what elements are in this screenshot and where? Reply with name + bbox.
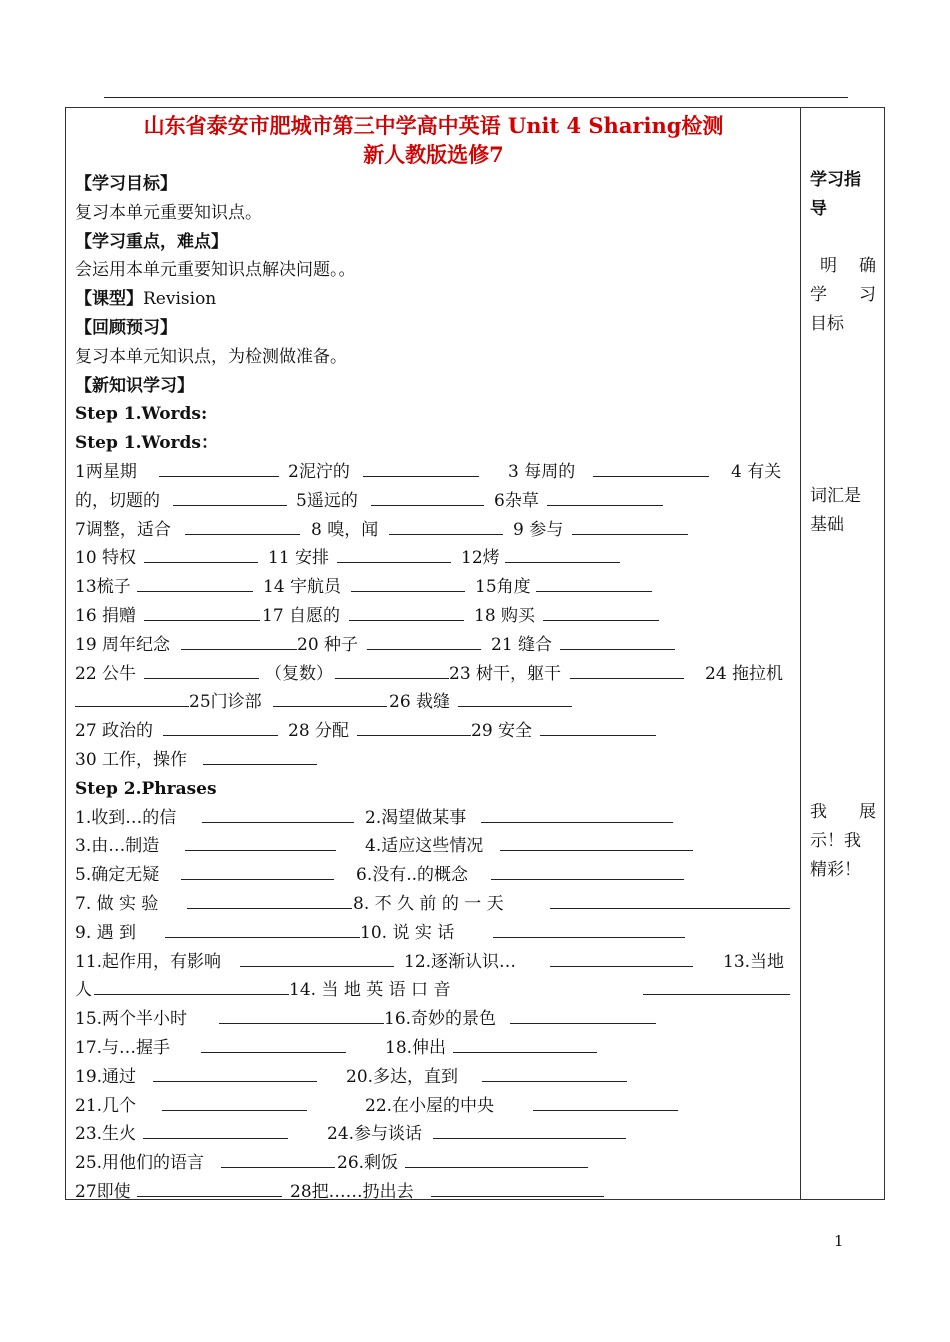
word-item: 30 工作，操作 xyxy=(75,749,188,770)
word-item: 8 嗅，闻 xyxy=(311,519,379,540)
side-guide-heading xyxy=(810,166,876,224)
word-note: （复数） xyxy=(265,663,333,684)
word-row xyxy=(75,688,792,717)
phrase-item: 12.逐渐认识… xyxy=(404,951,517,972)
lesson-type-value: Revision xyxy=(143,289,217,310)
side-show-note xyxy=(810,798,876,885)
word-item: 6杂草 xyxy=(494,490,539,511)
word-item: 12烤 xyxy=(461,548,500,569)
word-item: 15角度 xyxy=(475,577,531,598)
phrase-item: 27即使 xyxy=(75,1181,131,1202)
answer-blank[interactable] xyxy=(94,976,289,995)
answer-blank[interactable] xyxy=(165,919,360,938)
answer-blank[interactable] xyxy=(491,861,684,880)
answer-blank[interactable] xyxy=(162,1092,307,1111)
answer-blank[interactable] xyxy=(453,1034,597,1053)
side-goal-char: 确 xyxy=(859,256,876,276)
word-item: 1两星期 xyxy=(75,461,137,482)
phrase-row xyxy=(75,804,792,833)
phrase-item: 22.在小屋的中央 xyxy=(365,1095,495,1116)
word-item: 11 安排 xyxy=(268,548,330,569)
lesson-type-label: 【课型】 xyxy=(75,289,143,310)
lesson-type-line xyxy=(75,285,792,314)
review-text: 复习本单元知识点，为检测做准备。 xyxy=(75,346,347,367)
word-item: 16 捐赠 xyxy=(75,605,137,626)
answer-blank[interactable] xyxy=(505,544,620,563)
answer-blank[interactable] xyxy=(144,602,260,621)
answer-blank[interactable] xyxy=(173,487,287,506)
answer-blank[interactable] xyxy=(389,516,503,535)
answer-blank[interactable] xyxy=(550,890,790,909)
side-goal-note xyxy=(810,252,876,339)
word-item: 7调整，适合 xyxy=(75,519,171,540)
answer-blank[interactable] xyxy=(181,631,297,650)
answer-blank[interactable] xyxy=(572,516,688,535)
side-show-char: 展 xyxy=(859,802,876,822)
word-item: 5遥远的 xyxy=(296,490,358,511)
phrase-item: 3.由…制造 xyxy=(75,836,160,857)
answer-blank[interactable] xyxy=(201,1034,346,1053)
phrase-item: 13.当地 xyxy=(723,951,785,972)
word-item: 24 拖拉机 xyxy=(705,663,784,684)
answer-blank[interactable] xyxy=(181,861,334,880)
phrase-item: 19.通过 xyxy=(75,1066,137,1087)
answer-blank[interactable] xyxy=(547,487,663,506)
objectives-text: 复习本单元重要知识点。 xyxy=(75,202,262,223)
word-item: 19 周年纪念 xyxy=(75,634,171,655)
title-line-2: 新人教版选修7 xyxy=(363,142,504,167)
phrase-row xyxy=(75,919,792,948)
phrase-row xyxy=(75,1034,792,1063)
answer-blank[interactable] xyxy=(240,948,394,967)
phrase-item: 6.没有..的概念 xyxy=(356,865,469,886)
word-row xyxy=(75,631,792,660)
answer-blank[interactable] xyxy=(143,1120,288,1139)
word-item: 26 裁缝 xyxy=(389,692,451,713)
word-item: 27 政治的 xyxy=(75,721,154,742)
header-rule xyxy=(104,97,848,98)
word-item: 18 购买 xyxy=(474,605,536,626)
answer-blank[interactable] xyxy=(144,660,259,679)
phrase-item: 18.伸出 xyxy=(385,1037,447,1058)
word-item: 13梳子 xyxy=(75,577,131,598)
phrase-row xyxy=(75,890,792,919)
answer-blank[interactable] xyxy=(163,717,278,736)
phrase-item: 10. 说 实 话 xyxy=(360,922,455,943)
answer-blank[interactable] xyxy=(405,1149,588,1168)
word-row xyxy=(75,573,792,602)
answer-blank[interactable] xyxy=(500,832,693,851)
phrase-item: 20.多达，直到 xyxy=(346,1066,459,1087)
answer-blank[interactable] xyxy=(433,1120,626,1139)
phrase-row xyxy=(75,1120,792,1149)
answer-blank[interactable] xyxy=(185,832,336,851)
new-knowledge-heading: 【新知识学习】 xyxy=(75,375,194,396)
answer-blank[interactable] xyxy=(536,573,652,592)
word-row xyxy=(75,544,792,573)
phrase-item: 16.奇妙的景色 xyxy=(384,1009,497,1030)
word-item: 3 每周的 xyxy=(508,461,576,482)
phrase-item: 4.适应这些情况 xyxy=(365,836,484,857)
step1-heading-repeat: Step 1.Words： xyxy=(75,433,218,454)
answer-blank[interactable] xyxy=(202,804,354,823)
word-item: 17 自愿的 xyxy=(262,605,341,626)
side-goal-line: 目标 xyxy=(810,314,844,334)
word-row xyxy=(75,660,792,689)
word-item: 10 特权 xyxy=(75,548,137,569)
phrase-item: 23.生火 xyxy=(75,1124,137,1145)
word-item: 23 树干，躯干 xyxy=(449,663,562,684)
answer-blank[interactable] xyxy=(371,487,484,506)
answer-blank[interactable] xyxy=(75,688,189,707)
phrase-row xyxy=(75,832,792,861)
phrase-item: 26.剩饭 xyxy=(337,1153,399,1174)
answer-blank[interactable] xyxy=(540,717,656,736)
word-item: 9 参与 xyxy=(513,519,564,540)
answer-blank[interactable] xyxy=(570,660,684,679)
title-line-1: 山东省泰安市肥城市第三中学高中英语 Unit 4 Sharing检测 xyxy=(143,113,724,138)
word-item: 25门诊部 xyxy=(189,692,262,713)
phrase-row xyxy=(75,861,792,890)
phrase-item: 2.渴望做某事 xyxy=(365,807,467,828)
phrase-row xyxy=(75,1178,792,1207)
word-item: 21 缝合 xyxy=(491,634,553,655)
answer-blank[interactable] xyxy=(560,631,675,650)
phrase-item: 人 xyxy=(75,980,92,1001)
answer-blank[interactable] xyxy=(550,948,693,967)
phrase-item: 24.参与谈话 xyxy=(327,1124,423,1145)
side-show-char: 我 xyxy=(810,802,827,822)
side-vocab-line: 词汇是 xyxy=(810,486,861,506)
answer-blank[interactable] xyxy=(431,1178,604,1197)
word-item: 28 分配 xyxy=(288,721,350,742)
word-item: 4 有关 xyxy=(731,461,782,482)
side-vocab-line: 基础 xyxy=(810,515,844,535)
side-show-line: 示！我 xyxy=(810,831,861,851)
word-item: 的，切题的 xyxy=(75,490,160,511)
answer-blank[interactable] xyxy=(335,660,449,679)
phrase-row xyxy=(75,948,792,977)
answer-blank[interactable] xyxy=(137,573,253,592)
side-show-line: 精彩！ xyxy=(810,860,861,880)
answer-blank[interactable] xyxy=(221,1149,335,1168)
word-item: 20 种子 xyxy=(297,634,359,655)
word-item: 2泥泞的 xyxy=(288,461,350,482)
answer-blank[interactable] xyxy=(187,890,352,909)
phrase-item: 28把……扔出去 xyxy=(290,1181,414,1202)
phrase-item: 15.两个半小时 xyxy=(75,1009,188,1030)
phrase-item: 7. 做 实 验 xyxy=(75,893,159,914)
review-heading: 【回顾预习】 xyxy=(75,317,177,338)
phrase-item: 25.用他们的语言 xyxy=(75,1153,205,1174)
word-item: 22 公牛 xyxy=(75,663,137,684)
answer-blank[interactable] xyxy=(159,458,279,477)
answer-blank[interactable] xyxy=(593,458,709,477)
side-goal-char: 学 xyxy=(810,285,827,305)
word-row xyxy=(75,487,792,516)
phrase-item: 14. 当 地 英 语 口 音 xyxy=(289,980,451,1001)
phrase-row xyxy=(75,1005,792,1034)
answer-blank[interactable] xyxy=(543,602,659,621)
answer-blank[interactable] xyxy=(493,919,685,938)
answer-blank[interactable] xyxy=(363,458,479,477)
answer-blank[interactable] xyxy=(153,1063,317,1082)
answer-blank[interactable] xyxy=(337,544,451,563)
phrase-item: 5.确定无疑 xyxy=(75,865,160,886)
side-guide-line: 导 xyxy=(810,199,827,219)
answer-blank[interactable] xyxy=(203,746,317,765)
answer-blank[interactable] xyxy=(510,1005,656,1024)
answer-blank[interactable] xyxy=(219,1005,384,1024)
answer-blank[interactable] xyxy=(351,573,465,592)
phrase-item: 17.与…握手 xyxy=(75,1037,171,1058)
answer-blank[interactable] xyxy=(533,1092,678,1111)
answer-blank[interactable] xyxy=(367,631,481,650)
side-goal-char: 习 xyxy=(859,285,876,305)
column-divider xyxy=(800,107,801,1200)
word-row xyxy=(75,602,792,631)
side-vocab-note xyxy=(810,482,876,540)
phrase-item: 8. 不 久 前 的 一 天 xyxy=(353,893,504,914)
answer-blank[interactable] xyxy=(458,688,572,707)
focus-heading: 【学习重点，难点】 xyxy=(75,231,228,252)
word-item: 14 宇航员 xyxy=(263,577,342,598)
phrase-row xyxy=(75,1092,792,1121)
side-guide-line: 学习指 xyxy=(810,170,861,190)
phrase-row xyxy=(75,1149,792,1178)
side-goal-char: 明 xyxy=(820,256,837,276)
objectives-heading: 【学习目标】 xyxy=(75,174,177,194)
word-row xyxy=(75,458,792,487)
phrase-row xyxy=(75,976,792,1005)
phrase-row xyxy=(75,1063,792,1092)
answer-blank[interactable] xyxy=(357,717,471,736)
step2-heading: Step 2.Phrases xyxy=(75,778,217,799)
phrase-item: 11.起作用，有影响 xyxy=(75,951,222,972)
focus-text: 会运用本单元重要知识点解决问题。。 xyxy=(75,260,356,281)
answer-blank[interactable] xyxy=(144,544,258,563)
answer-blank[interactable] xyxy=(185,516,300,535)
answer-blank[interactable] xyxy=(349,602,464,621)
answer-blank[interactable] xyxy=(643,976,790,995)
answer-blank[interactable] xyxy=(482,1063,627,1082)
word-row xyxy=(75,717,792,746)
answer-blank[interactable] xyxy=(137,1178,282,1197)
phrase-item: 1.收到…的信 xyxy=(75,807,177,828)
step1-heading: Step 1.Words: xyxy=(75,404,208,425)
phrase-item: 9. 遇 到 xyxy=(75,922,137,943)
word-item: 29 安全 xyxy=(471,721,533,742)
main-column xyxy=(75,111,792,1207)
word-row xyxy=(75,746,792,775)
answer-blank[interactable] xyxy=(273,688,387,707)
page-number: 1 xyxy=(834,1232,844,1250)
word-row xyxy=(75,516,792,545)
phrase-item: 21.几个 xyxy=(75,1095,137,1116)
answer-blank[interactable] xyxy=(481,804,673,823)
